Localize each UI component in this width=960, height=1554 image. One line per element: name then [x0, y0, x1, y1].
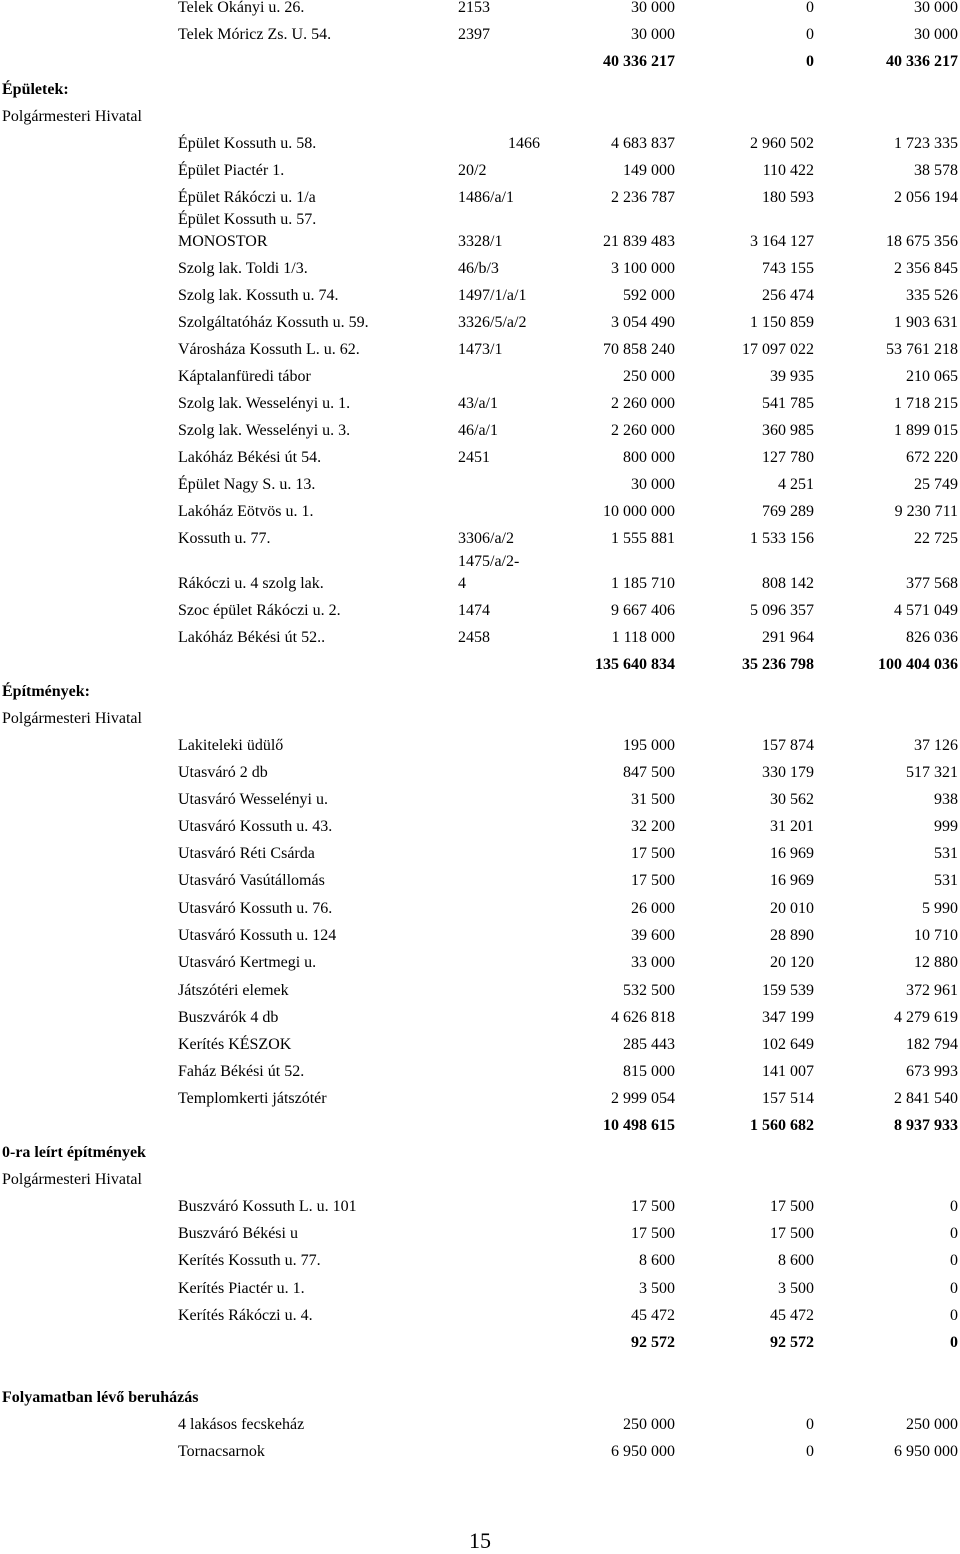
net-value: 37 126	[914, 737, 958, 754]
net-value: 517 321	[906, 764, 958, 781]
table-row	[0, 628, 960, 654]
depreciation: 180 593	[762, 189, 814, 206]
table-row	[0, 1197, 960, 1223]
table-row	[0, 421, 960, 447]
asset-name: Utasváró Wesselényi u.	[178, 791, 328, 808]
table-row	[0, 475, 960, 501]
net-value: 2 356 845	[894, 260, 958, 277]
gross-value: 3 500	[639, 1280, 675, 1297]
gross-value: 21 839 483	[603, 233, 675, 250]
table-row	[0, 601, 960, 627]
table-row	[0, 871, 960, 897]
net-value: 250 000	[906, 1416, 958, 1433]
net-value: 182 794	[906, 1036, 958, 1053]
depreciation: 360 985	[762, 422, 814, 439]
asset-name: Épület Piactér 1.	[178, 162, 285, 179]
depreciation: 1 533 156	[750, 530, 814, 547]
depreciation: 8 600	[778, 1252, 814, 1269]
lot-number: 46/b/3	[458, 260, 499, 277]
total-depreciation: 35 236 798	[742, 656, 814, 673]
total-depreciation: 92 572	[770, 1334, 814, 1351]
gross-value: 70 858 240	[603, 341, 675, 358]
depreciation: 127 780	[762, 449, 814, 466]
gross-value: 31 500	[631, 791, 675, 808]
total-gross: 92 572	[631, 1334, 675, 1351]
table-row	[0, 1251, 960, 1277]
table-row	[0, 1306, 960, 1332]
gross-value: 1 185 710	[611, 575, 675, 592]
asset-name: Épület Nagy S. u. 13.	[178, 476, 316, 493]
depreciation: 347 199	[762, 1009, 814, 1026]
net-value: 826 036	[906, 629, 958, 646]
table-row	[0, 340, 960, 366]
asset-name: Épület Kossuth u. 57.	[178, 211, 317, 228]
gross-value: 2 260 000	[611, 422, 675, 439]
gross-value: 800 000	[623, 449, 675, 466]
total-row	[0, 1116, 960, 1142]
net-value: 4 571 049	[894, 602, 958, 619]
section-subheading: Polgármesteri Hivatal	[2, 710, 142, 727]
gross-value: 1 555 881	[611, 530, 675, 547]
table-row	[0, 790, 960, 816]
section-heading: 0-ra leírt építmények	[2, 1144, 146, 1161]
net-value: 12 880	[914, 954, 958, 971]
depreciation: 769 289	[762, 503, 814, 520]
gross-value: 250 000	[623, 368, 675, 385]
asset-name: Városháza Kossuth L. u. 62.	[178, 341, 360, 358]
asset-name: Káptalanfüredi tábor	[178, 368, 311, 385]
total-net: 40 336 217	[886, 53, 958, 70]
gross-value: 17 500	[631, 872, 675, 889]
lot-number: 3306/a/2	[458, 530, 514, 547]
depreciation: 31 201	[770, 818, 814, 835]
depreciation: 17 500	[770, 1225, 814, 1242]
table-row	[0, 1279, 960, 1305]
net-value: 2 056 194	[894, 189, 958, 206]
asset-name: Szolgáltatóház Kossuth u. 59.	[178, 314, 369, 331]
net-value: 377 568	[906, 575, 958, 592]
table-row	[0, 1442, 960, 1468]
net-value: 335 526	[906, 287, 958, 304]
gross-value: 33 000	[631, 954, 675, 971]
gross-value: 45 472	[631, 1307, 675, 1324]
table-row	[0, 1008, 960, 1034]
lot-number: 43/a/1	[458, 395, 498, 412]
net-value: 6 950 000	[894, 1443, 958, 1460]
asset-name: Kerítés Rákóczi u. 4.	[178, 1307, 313, 1324]
lot-number: 3328/1	[458, 233, 503, 250]
net-value: 999	[934, 818, 958, 835]
gross-value: 17 500	[631, 845, 675, 862]
depreciation: 157 514	[762, 1090, 814, 1107]
asset-name: Utasváró Kossuth u. 43.	[178, 818, 333, 835]
asset-name: Kerítés Piactér u. 1.	[178, 1280, 305, 1297]
depreciation: 0	[806, 1443, 814, 1460]
gross-value: 4 683 837	[611, 135, 675, 152]
net-value: 531	[934, 845, 958, 862]
table-row	[0, 817, 960, 843]
net-value: 4 279 619	[894, 1009, 958, 1026]
net-value: 0	[950, 1307, 958, 1324]
depreciation: 256 474	[762, 287, 814, 304]
table-row	[0, 763, 960, 789]
lot-number: 46/a/1	[458, 422, 498, 439]
gross-value: 30 000	[631, 476, 675, 493]
table-row	[0, 1089, 960, 1115]
net-value: 0	[950, 1280, 958, 1297]
total-gross: 40 336 217	[603, 53, 675, 70]
gross-value: 2 999 054	[611, 1090, 675, 1107]
lot-number: 2451	[458, 449, 490, 466]
gross-value: 847 500	[623, 764, 675, 781]
gross-value: 8 600	[639, 1252, 675, 1269]
asset-name: Utasváró 2 db	[178, 764, 268, 781]
section-subheading: Polgármesteri Hivatal	[2, 1171, 142, 1188]
depreciation: 3 500	[778, 1280, 814, 1297]
asset-name: Buszvárók 4 db	[178, 1009, 279, 1026]
depreciation: 102 649	[762, 1036, 814, 1053]
depreciation: 0	[806, 0, 814, 16]
asset-name: Épület Kossuth u. 58.	[178, 135, 317, 152]
net-value: 0	[950, 1225, 958, 1242]
depreciation: 20 010	[770, 900, 814, 917]
table-row	[0, 502, 960, 528]
net-value: 53 761 218	[886, 341, 958, 358]
total-row	[0, 52, 960, 78]
gross-value: 250 000	[623, 1416, 675, 1433]
net-value: 531	[934, 872, 958, 889]
table-row	[0, 981, 960, 1007]
gross-value: 285 443	[623, 1036, 675, 1053]
lot-number: 2458	[458, 629, 490, 646]
net-value: 210 065	[906, 368, 958, 385]
section-heading: Folyamatban lévő beruházás	[2, 1389, 199, 1406]
gross-value: 2 260 000	[611, 395, 675, 412]
gross-value: 195 000	[623, 737, 675, 754]
gross-value: 2 236 787	[611, 189, 675, 206]
depreciation: 16 969	[770, 845, 814, 862]
table-row	[0, 313, 960, 339]
table-row	[0, 926, 960, 952]
net-value: 372 961	[906, 982, 958, 999]
depreciation: 110 422	[762, 162, 814, 179]
total-depreciation: 0	[806, 53, 814, 70]
asset-name: Kerítés KÉSZOK	[178, 1036, 292, 1053]
depreciation: 541 785	[762, 395, 814, 412]
depreciation: 30 562	[770, 791, 814, 808]
table-row	[0, 134, 960, 160]
asset-name: Kerítés Kossuth u. 77.	[178, 1252, 321, 1269]
asset-name: Telek Móricz Zs. U. 54.	[178, 26, 332, 43]
depreciation: 3 164 127	[750, 233, 814, 250]
asset-name: Kossuth u. 77.	[178, 530, 271, 547]
depreciation: 330 179	[762, 764, 814, 781]
net-value: 0	[950, 1198, 958, 1215]
gross-value: 39 600	[631, 927, 675, 944]
asset-name: MONOSTOR	[178, 233, 268, 250]
asset-name: Utasváró Réti Csárda	[178, 845, 315, 862]
table-row	[0, 232, 960, 258]
asset-name: Szolg lak. Kossuth u. 74.	[178, 287, 339, 304]
net-value: 1 899 015	[894, 422, 958, 439]
depreciation: 5 096 357	[750, 602, 814, 619]
asset-name: Templomkerti játszótér	[178, 1090, 327, 1107]
gross-value: 592 000	[623, 287, 675, 304]
lot-number: 2397	[458, 26, 490, 43]
table-row	[0, 1224, 960, 1250]
lot-number: 1475/a/2-	[458, 553, 520, 570]
gross-value: 17 500	[631, 1225, 675, 1242]
asset-name: Szolg lak. Wesselényi u. 3.	[178, 422, 351, 439]
depreciation: 808 142	[762, 575, 814, 592]
lot-number: 1497/1/a/1	[458, 287, 527, 304]
depreciation: 157 874	[762, 737, 814, 754]
gross-value: 6 950 000	[611, 1443, 675, 1460]
section-heading: Építmények:	[2, 683, 90, 700]
lot-number: 1466	[508, 135, 540, 152]
total-net: 8 937 933	[894, 1117, 958, 1134]
total-gross: 10 498 615	[603, 1117, 675, 1134]
table-row	[0, 1035, 960, 1061]
table-row	[0, 736, 960, 762]
gross-value: 815 000	[623, 1063, 675, 1080]
net-value: 38 578	[914, 162, 958, 179]
net-value: 1 903 631	[894, 314, 958, 331]
net-value: 10 710	[914, 927, 958, 944]
depreciation: 2 960 502	[750, 135, 814, 152]
table-row	[0, 0, 960, 24]
depreciation: 17 500	[770, 1198, 814, 1215]
asset-name: Tornacsarnok	[178, 1443, 265, 1460]
gross-value: 17 500	[631, 1198, 675, 1215]
section-heading: Épületek:	[2, 81, 69, 98]
asset-name: Buszváró Békési u	[178, 1225, 298, 1242]
table-row	[0, 367, 960, 393]
depreciation: 0	[806, 1416, 814, 1433]
net-value: 1 718 215	[894, 395, 958, 412]
depreciation: 16 969	[770, 872, 814, 889]
net-value: 18 675 356	[886, 233, 958, 250]
depreciation: 39 935	[770, 368, 814, 385]
asset-name: Faház Békési út 52.	[178, 1063, 305, 1080]
depreciation: 17 097 022	[742, 341, 814, 358]
asset-name: Lakiteleki üdülő	[178, 737, 284, 754]
net-value: 938	[934, 791, 958, 808]
depreciation: 0	[806, 26, 814, 43]
total-row	[0, 1333, 960, 1359]
gross-value: 532 500	[623, 982, 675, 999]
table-row	[0, 286, 960, 312]
lot-number: 1473/1	[458, 341, 503, 358]
depreciation: 28 890	[770, 927, 814, 944]
depreciation: 4 251	[778, 476, 814, 493]
asset-name: Buszváró Kossuth L. u. 101	[178, 1198, 357, 1215]
net-value: 673 993	[906, 1063, 958, 1080]
depreciation: 159 539	[762, 982, 814, 999]
gross-value: 4 626 818	[611, 1009, 675, 1026]
lot-number: 4	[458, 575, 466, 592]
net-value: 1 723 335	[894, 135, 958, 152]
depreciation: 45 472	[770, 1307, 814, 1324]
total-gross: 135 640 834	[595, 656, 675, 673]
net-value: 30 000	[914, 26, 958, 43]
asset-name: Telek Okányi u. 26.	[178, 0, 305, 16]
net-value: 9 230 711	[894, 503, 958, 520]
net-value: 30 000	[914, 0, 958, 16]
total-row	[0, 655, 960, 681]
asset-name: Szolg lak. Wesselényi u. 1.	[178, 395, 351, 412]
total-net: 100 404 036	[878, 656, 958, 673]
asset-name: Utasváró Kertmegi u.	[178, 954, 317, 971]
asset-name: Épület Rákóczi u. 1/a	[178, 189, 316, 206]
table-row	[0, 448, 960, 474]
table-row	[0, 1062, 960, 1088]
gross-value: 3 100 000	[611, 260, 675, 277]
lot-number: 2153	[458, 0, 490, 16]
asset-name: Lakóház Békési út 52..	[178, 629, 326, 646]
lot-number: 3326/5/a/2	[458, 314, 527, 331]
table-row	[0, 161, 960, 187]
table-row	[0, 899, 960, 925]
asset-name: Játszótéri elemek	[178, 982, 289, 999]
gross-value: 1 118 000	[611, 629, 675, 646]
table-row	[0, 574, 960, 600]
depreciation: 20 120	[770, 954, 814, 971]
depreciation: 291 964	[762, 629, 814, 646]
total-depreciation: 1 560 682	[750, 1117, 814, 1134]
asset-name: Lakóház Eötvös u. 1.	[178, 503, 314, 520]
lot-number: 20/2	[458, 162, 487, 179]
section-subheading: Polgármesteri Hivatal	[2, 108, 142, 125]
net-value: 5 990	[922, 900, 958, 917]
asset-name: Utasváró Kossuth u. 124	[178, 927, 337, 944]
page-number: 15	[469, 1528, 491, 1553]
asset-name: 4 lakásos fecskeház	[178, 1416, 305, 1433]
asset-name: Lakóház Békési út 54.	[178, 449, 322, 466]
table-row	[0, 953, 960, 979]
gross-value: 149 000	[623, 162, 675, 179]
gross-value: 26 000	[631, 900, 675, 917]
net-value: 0	[950, 1252, 958, 1269]
total-net: 0	[950, 1334, 958, 1351]
gross-value: 10 000 000	[603, 503, 675, 520]
asset-name: Szolg lak. Toldi 1/3.	[178, 260, 308, 277]
table-row	[0, 394, 960, 420]
asset-name: Rákóczi u. 4 szolg lak.	[178, 575, 324, 592]
net-value: 2 841 540	[894, 1090, 958, 1107]
net-value: 25 749	[914, 476, 958, 493]
gross-value: 32 200	[631, 818, 675, 835]
net-value: 22 725	[914, 530, 958, 547]
asset-name: Szoc épület Rákóczi u. 2.	[178, 602, 341, 619]
depreciation: 141 007	[762, 1063, 814, 1080]
net-value: 672 220	[906, 449, 958, 466]
depreciation: 743 155	[762, 260, 814, 277]
table-row	[0, 1415, 960, 1441]
asset-name: Utasváró Kossuth u. 76.	[178, 900, 333, 917]
table-row	[0, 259, 960, 285]
lot-number: 1474	[458, 602, 490, 619]
table-row	[0, 25, 960, 51]
gross-value: 30 000	[631, 26, 675, 43]
gross-value: 30 000	[631, 0, 675, 16]
depreciation: 1 150 859	[750, 314, 814, 331]
asset-name: Utasváró Vasútállomás	[178, 872, 325, 889]
gross-value: 9 667 406	[611, 602, 675, 619]
table-row	[0, 844, 960, 870]
lot-number: 1486/a/1	[458, 189, 514, 206]
gross-value: 3 054 490	[611, 314, 675, 331]
